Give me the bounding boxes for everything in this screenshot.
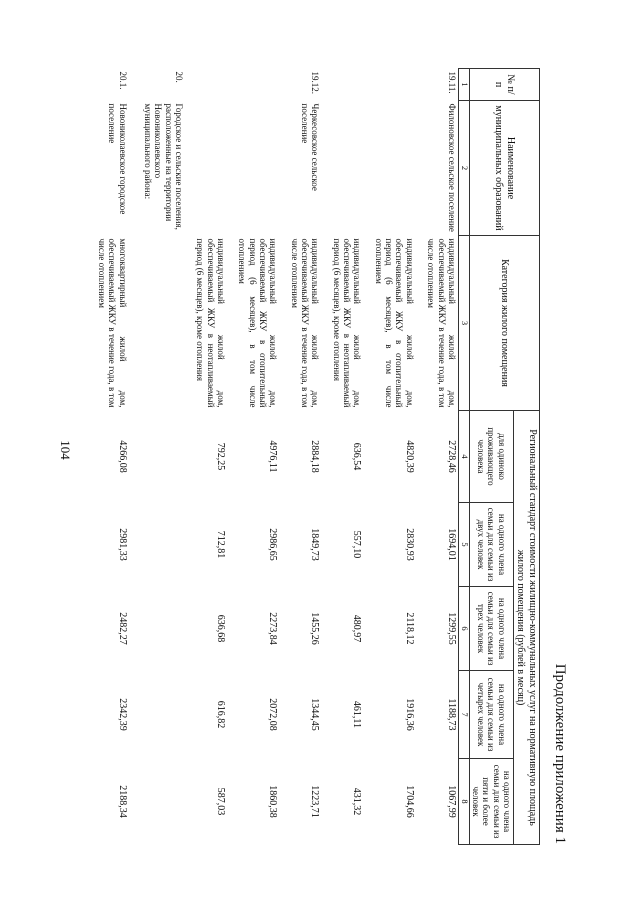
subheader-family-3: на одного члена семьи для семьи из трех человек <box>469 587 513 671</box>
row-value: 2273,84 <box>267 612 279 645</box>
subheader-family-4: на одного члена семьи для семьи из четырех человек <box>469 671 513 759</box>
row-num <box>185 69 227 101</box>
col-number: 7 <box>458 671 469 759</box>
row-value: 1067,99 <box>416 759 459 845</box>
row-name <box>227 101 279 236</box>
row-name: Городское и сельские поселения, расположенные на территории Новониколаевского муниципального района: <box>142 103 184 230</box>
page-number: 104 <box>58 440 73 460</box>
row-value: 4976,11 <box>267 440 279 473</box>
row-num: 19.12. <box>310 71 321 94</box>
row-num: 20. <box>173 71 184 83</box>
header-num: № п/п <box>469 69 539 101</box>
row-value: 2981,33 <box>116 528 128 561</box>
row-value: 2830,93 <box>403 528 415 561</box>
col-number: 4 <box>458 411 469 503</box>
table-row <box>185 69 227 845</box>
table-row <box>363 69 415 845</box>
row-name: Новониколаевское городское поселение <box>107 103 128 215</box>
row-value: 480,97 <box>351 614 363 643</box>
row-value: 1344,45 <box>309 698 321 731</box>
row-value: 2728,46 <box>416 411 459 503</box>
row-value: 636,68 <box>215 614 227 643</box>
subheader-single: для одиноко проживающего человека <box>469 411 513 503</box>
row-name <box>185 101 227 236</box>
header-name: Наименование муниципальных образований <box>469 101 539 236</box>
table-row <box>321 69 363 845</box>
row-category: индивидуальный жилой дом, обеспечиваемый ЖКУ в отопительный период (6 месяцев), в том числе отоплением <box>237 238 279 408</box>
row-name: Черкесовское сельское поселение <box>300 103 321 191</box>
row-category: многоквартирный жилой дом, обеспечиваемый ЖКУ в течение года, в том числе отоплением <box>96 238 128 408</box>
row-value: 557,10 <box>351 530 363 559</box>
row-category: индивидуальный жилой дом, обеспечиваемый ЖКУ в неотапливаемый период (6 месяцев), кроме отопления <box>331 238 363 408</box>
row-value: 1704,66 <box>403 785 415 818</box>
row-num <box>363 69 415 101</box>
row-value: 461,11 <box>351 700 363 729</box>
col-number: 5 <box>458 503 469 587</box>
row-value: 431,32 <box>351 787 363 816</box>
row-num: 20.1. <box>117 71 128 90</box>
row-value <box>129 759 185 845</box>
row-value: 1694,01 <box>416 503 459 587</box>
row-value: 1916,36 <box>403 698 415 731</box>
row-value: 2118,12 <box>403 612 415 645</box>
table-row <box>129 69 185 845</box>
row-value: 1299,55 <box>416 587 459 671</box>
row-category: индивидуальный жилой дом, обеспечиваемый ЖКУ в течение года, в том числе отоплением <box>289 238 321 408</box>
row-value <box>129 503 185 587</box>
row-value: 4266,08 <box>116 440 128 473</box>
row-value: 587,03 <box>215 787 227 816</box>
row-value: 712,81 <box>215 530 227 559</box>
col-number: 2 <box>458 101 469 236</box>
subheader-family-5: на одного члена семьи для семьи из пяти и более человек <box>469 759 513 845</box>
table-row <box>87 69 129 845</box>
row-value: 1860,38 <box>267 785 279 818</box>
row-num <box>227 69 279 101</box>
rotated-page <box>28 60 568 850</box>
row-category: индивидуальный жилой дом, обеспечиваемый ЖКУ в отопительный период (6 месяцев), в том числе отоплением <box>373 238 415 408</box>
col-number: 6 <box>458 587 469 671</box>
row-name: Филоновское сельское поселение <box>416 101 459 236</box>
row-value: 2986,65 <box>267 528 279 561</box>
header-standard: Региональный стандарт стоимости жилищно-коммунальных услуг на нормативную площадь жилого помещения (рублей в месяц) <box>514 411 540 845</box>
row-value: 2072,08 <box>267 698 279 731</box>
row-value: 2342,39 <box>116 698 128 731</box>
row-value: 792,25 <box>215 442 227 471</box>
row-category: индивидуальный жилой дом, обеспечиваемый ЖКУ в неотапливаемый период (6 месяцев), кроме отопления <box>195 238 227 408</box>
row-name <box>363 101 415 236</box>
row-num: 19.11. <box>416 69 459 101</box>
continuation-title: Продолжение приложения 1 <box>552 663 568 844</box>
table-row <box>416 69 459 845</box>
row-name <box>321 101 363 236</box>
table-row <box>227 69 279 845</box>
header-category: Категория жилого помещения <box>469 236 539 411</box>
row-value <box>129 587 185 671</box>
table-row <box>279 69 321 845</box>
row-category: индивидуальный жилой дом, обеспечиваемый ЖКУ в течение года, в том числе отоплением <box>416 236 459 411</box>
cost-standard-table <box>87 68 540 845</box>
subheader-family-2: на одного члена семьи для семьи из двух человек <box>469 503 513 587</box>
col-number: 3 <box>458 236 469 411</box>
row-value: 636,54 <box>351 442 363 471</box>
row-value: 4820,39 <box>403 440 415 473</box>
row-category <box>129 236 185 411</box>
row-value: 1455,26 <box>309 612 321 645</box>
row-value: 2482,27 <box>116 612 128 645</box>
row-value: 2188,34 <box>116 785 128 818</box>
row-value: 1188,73 <box>416 671 459 759</box>
row-value <box>129 411 185 503</box>
row-value: 1849,73 <box>309 528 321 561</box>
row-num <box>321 69 363 101</box>
row-value <box>129 671 185 759</box>
col-number: 8 <box>458 759 469 845</box>
col-number: 1 <box>458 69 469 101</box>
row-value: 616,82 <box>215 700 227 729</box>
row-value: 1223,71 <box>309 785 321 818</box>
row-value: 2884,18 <box>309 440 321 473</box>
